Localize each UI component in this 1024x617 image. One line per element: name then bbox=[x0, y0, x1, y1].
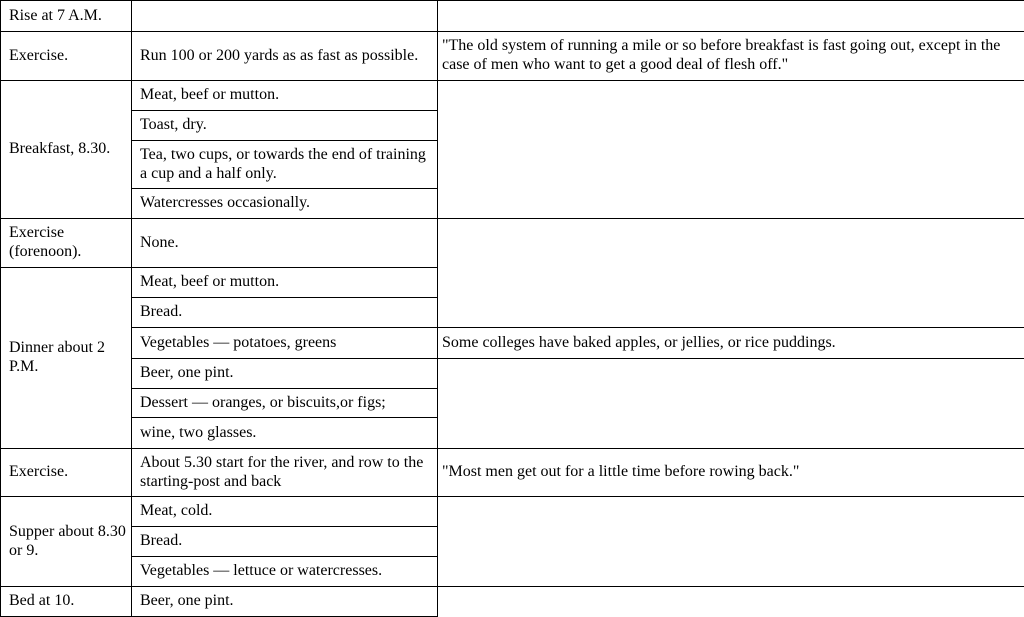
bed-detail-cell: Beer, one pint. bbox=[132, 587, 438, 617]
table-row bbox=[1, 497, 1024, 527]
exercise-morning-label-cell: Exercise. bbox=[1, 32, 132, 81]
exercise-evening-quote-cell: "Most men get out for a little time before rowing back." bbox=[438, 449, 1024, 497]
supper-item-cell: Meat, cold. bbox=[132, 497, 438, 527]
exercise-morning-quote-cell: "The old system of running a mile or so before breakfast is fast going out, except in the case of men who want to get a good deal of flesh off." bbox=[438, 32, 1024, 81]
notes-open-region bbox=[438, 359, 1024, 449]
notes-open-region bbox=[438, 587, 1024, 617]
rise-time-cell: Rise at 7 A.M. bbox=[1, 1, 132, 32]
notes-open-region bbox=[438, 219, 1024, 328]
table-row bbox=[1, 359, 1024, 389]
dinner-item-cell: Meat, beef or mutton. bbox=[132, 268, 438, 298]
table-row bbox=[1, 449, 1024, 497]
rise-detail-cell bbox=[132, 1, 438, 32]
exercise-forenoon-label-cell: Exercise (forenoon). bbox=[1, 219, 132, 268]
exercise-evening-detail-cell: About 5.30 start for the river, and row to the starting-post and back bbox=[132, 449, 438, 497]
dinner-item-cell: Bread. bbox=[132, 298, 438, 328]
exercise-morning-detail-cell: Run 100 or 200 yards as as fast as possible. bbox=[132, 32, 438, 81]
dinner-item-cell: Dessert — oranges, or biscuits,or figs; bbox=[132, 389, 438, 418]
breakfast-note-cell bbox=[438, 81, 1024, 219]
table-row bbox=[1, 1, 1024, 32]
dinner-item-cell: Vegetables — potatoes, greens bbox=[132, 328, 438, 359]
bed-time-cell: Bed at 10. bbox=[1, 587, 132, 617]
breakfast-item-cell: Tea, two cups, or towards the end of training a cup and a half only. bbox=[132, 141, 438, 189]
breakfast-item-cell: Toast, dry. bbox=[132, 111, 438, 141]
table-row bbox=[1, 32, 1024, 81]
table-row bbox=[1, 328, 1024, 359]
breakfast-item-cell: Meat, beef or mutton. bbox=[132, 81, 438, 111]
table-row bbox=[1, 587, 1024, 617]
exercise-evening-label-cell: Exercise. bbox=[1, 449, 132, 497]
exercise-forenoon-detail-cell: None. bbox=[132, 219, 438, 268]
dinner-label-cell: Dinner about 2 P.M. bbox=[1, 268, 132, 449]
supper-item-cell: Bread. bbox=[132, 527, 438, 557]
supper-item-cell: Vegetables — lettuce or watercresses. bbox=[132, 557, 438, 587]
breakfast-item-cell: Watercresses occasionally. bbox=[132, 189, 438, 219]
table-row bbox=[1, 81, 1024, 111]
table-row bbox=[1, 219, 1024, 268]
supper-label-cell: Supper about 8.30 or 9. bbox=[1, 497, 132, 587]
rise-note-cell bbox=[438, 1, 1024, 32]
dinner-item-cell: Beer, one pint. bbox=[132, 359, 438, 389]
dinner-note-cell: Some colleges have baked apples, or jellies, or rice puddings. bbox=[438, 328, 1024, 359]
breakfast-label-cell: Breakfast, 8.30. bbox=[1, 81, 132, 219]
supper-note-cell bbox=[438, 497, 1024, 587]
dinner-item-cell: wine, two glasses. bbox=[132, 418, 438, 449]
